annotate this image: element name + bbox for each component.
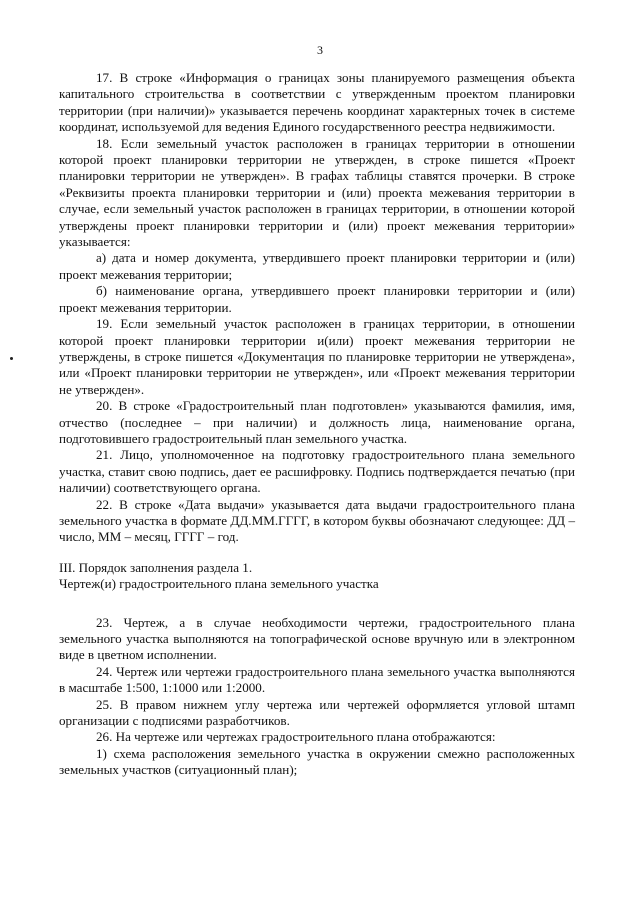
paragraph-21: 21. Лицо, уполномоченное на подготовку градостроительного плана земельного участка, ставит свою подпись, дает ее расшифровку. Подпись подтверждается печатью (при наличии) соответствующего органа.: [59, 447, 575, 496]
paragraph-17: 17. В строке «Информация о границах зоны планируемого размещения объекта капитального строительства в соответствии с утвержденным проектом планировки территории (при наличии)» указывается перечень координат характерных точек в системе координат, используемой для ведения Единого государственного реестра недвижимости.: [59, 70, 575, 135]
paragraph-22: 22. В строке «Дата выдачи» указывается дата выдачи градостроительного плана земельного участка в формате ДД.ММ.ГГГГ, в котором буквы обозначают следующее: ДД – число, ММ – месяц, ГГГГ – год.: [59, 496, 575, 545]
page-number: 3: [317, 43, 323, 57]
paragraph-26-1: 1) схема расположения земельного участка в окружении смежно расположенных земельных участков (ситуационный план);: [59, 745, 575, 778]
paragraph-19: 19. Если земельный участок расположен в границах территории, в отношении которой проект планировки территории и(или) проект межевания территории не утверждены, в строке пишется «Документация по планировке территории не утверждена», или «Проект планировки территории не утвержден», или «Проект межевания территории не утвержден».: [59, 316, 575, 397]
paragraph-18a: а) дата и номер документа, утвердившего проект планировки территории и (или) проект межевания территории;: [59, 250, 575, 282]
paragraph-25: 25. В правом нижнем углу чертежа или чертежей оформляется угловой штамп организации с подписями разработчиков.: [59, 696, 575, 729]
section-heading-subtitle: Чертеж(и) градостроительного плана земельного участка: [59, 576, 379, 592]
paragraph-23: 23. Чертеж, а в случае необходимости чертежи, градостроительного плана земельного участка выполняются на топографической основе вручную или в электронном виде в цветном исполнении.: [59, 614, 575, 663]
section-heading-title: III. Порядок заполнения раздела 1.: [59, 559, 253, 575]
paragraph-24: 24. Чертеж или чертежи градостроительного плана земельного участка выполняются в масштабе 1:500, 1:1000 или 1:2000.: [59, 663, 575, 696]
paragraph-20: 20. В строке «Градостроительный план подготовлен» указываются фамилия, имя, отчество (последнее – при наличии) и должность лица, наименование органа, подготовившего градостроительный план земельного участка.: [59, 398, 575, 446]
document-body: [59, 70, 575, 779]
paragraph-18: 18. Если земельный участок расположен в границах территории в отношении которой проект планировки территории не утвержден, в строке пишется «Проект планировки территории не утвержден». В графах таблицы ставятся прочерки. В строке «Реквизиты проекта планировки территории и (или) проекта межевания территории в случае, если земельный участок расположен в границах территории, в отношении которой утверждены проект планировки территории и (или) проект межевания территории» указывается:: [59, 135, 575, 250]
paragraph-18b: б) наименование органа, утвердившего проект планировки территории и (или) проект межевания территории.: [59, 283, 575, 315]
paragraph-26: 26. На чертеже или чертежах градостроительного плана отображаются:: [96, 729, 496, 745]
margin-dot: [10, 357, 13, 360]
